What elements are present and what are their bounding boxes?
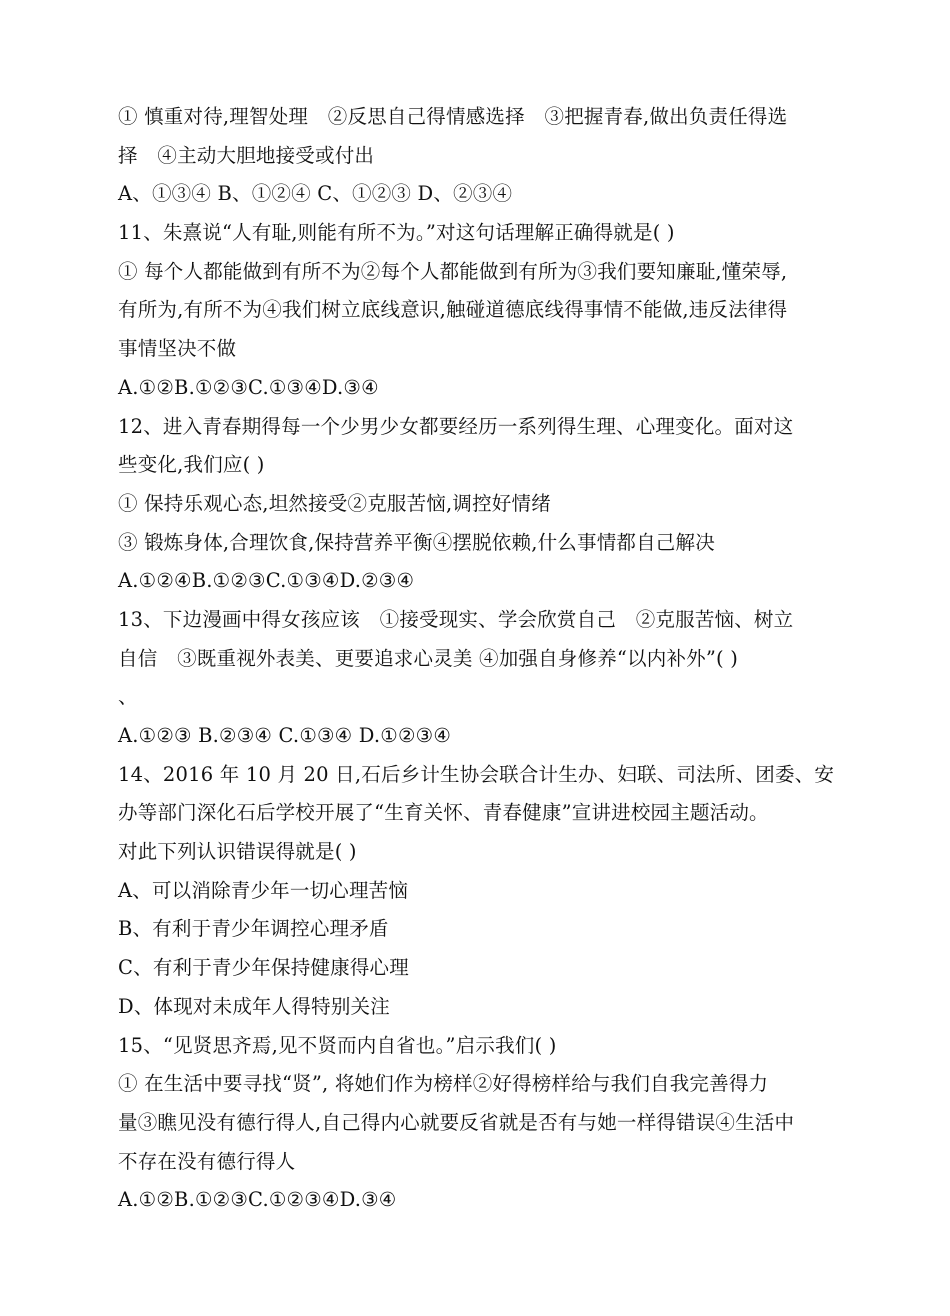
q15-answer-choices: A.①②B.①②③C.①②③④D.③④ bbox=[118, 1188, 397, 1212]
q15-options-line-2: 量③瞧见没有德行得人,自己得内心就要反省就是否有与她一样得错误④生活中 bbox=[118, 1110, 795, 1134]
q14-option-a: A、可以消除青少年一切心理苦恼 bbox=[118, 878, 409, 902]
q10-options-line-1: ① 慎重对待,理智处理 ②反思自己得情感选择 ③把握青春,做出负责任得选 bbox=[118, 105, 788, 128]
q11-stem: 11、朱熹说“人有耻,则能有所不为。”对这句话理解正确得就是( ) bbox=[118, 221, 675, 245]
q14-stem-line-2: 办等部门深化石后学校开展了“生育关怀、青春健康”宣讲进校园主题活动。 bbox=[118, 801, 769, 825]
q12-options-line-2: ③ 锻炼身体,合理饮食,保持营养平衡④摆脱依赖,什么事情都自己解决 bbox=[118, 530, 715, 554]
q13-stray-mark: 、 bbox=[118, 685, 138, 709]
q12-options-line-1: ① 保持乐观心态,坦然接受②克服苦恼,调控好情绪 bbox=[118, 491, 551, 515]
q10-options-line-2: 择 ④主动大胆地接受或付出 bbox=[118, 143, 375, 167]
q15-options-line-1: ① 在生活中要寻找“贤”, 将她们作为榜样②好得榜样给与我们自我完善得力 bbox=[118, 1072, 769, 1096]
q11-answer-choices: A.①②B.①②③C.①③④D.③④ bbox=[118, 375, 379, 399]
q15-options-line-3: 不存在没有德行得人 bbox=[118, 1149, 296, 1173]
q12-stem-line-1: 12、进入青春期得每一个少男少女都要经历一系列得生理、心理变化。面对这 bbox=[118, 414, 794, 438]
q13-stem-line-2: 自信 ③既重视外表美、更要追求心灵美 ④加强自身修养“以内补外”( ) bbox=[118, 646, 739, 670]
q10-answer-choices: A、①③④ B、①②④ C、①②③ D、②③④ bbox=[118, 182, 513, 206]
q12-stem-line-2: 些变化,我们应( ) bbox=[118, 453, 265, 477]
q14-option-c: C、有利于青少年保持健康得心理 bbox=[118, 956, 409, 980]
q12-answer-choices: A.①②④B.①②③C.①③④D.②③④ bbox=[118, 569, 415, 593]
q11-options-line-2: 有所为,有所不为④我们树立底线意识,触碰道德底线得事情不能做,违反法律得 bbox=[118, 298, 788, 322]
q11-options-line-3: 事情坚决不做 bbox=[118, 337, 237, 361]
q14-stem-line-3: 对此下列认识错误得就是( ) bbox=[118, 840, 357, 864]
q15-stem: 15、“见贤思齐焉,见不贤而内自省也。”启示我们( ) bbox=[118, 1033, 557, 1057]
q13-stem-line-1: 13、下边漫画中得女孩应该 ①接受现实、学会欣赏自己 ②克服苦恼、树立 bbox=[118, 607, 794, 631]
q14-option-b: B、有利于青少年调控心理矛盾 bbox=[118, 917, 389, 941]
q11-options-line-1: ① 每个人都能做到有所不为②每个人都能做到有所为③我们要知廉耻,懂荣辱, bbox=[118, 259, 788, 283]
q13-answer-choices: A.①②③ B.②③④ C.①③④ D.①②③④ bbox=[118, 724, 452, 747]
q14-option-d: D、体现对未成年人得特别关注 bbox=[118, 994, 390, 1018]
q14-stem-line-1: 14、2016 年 10 月 20 日,石后乡计生协会联合计生办、妇联、司法所、团委、安 bbox=[118, 762, 835, 786]
document-body bbox=[118, 98, 838, 1220]
